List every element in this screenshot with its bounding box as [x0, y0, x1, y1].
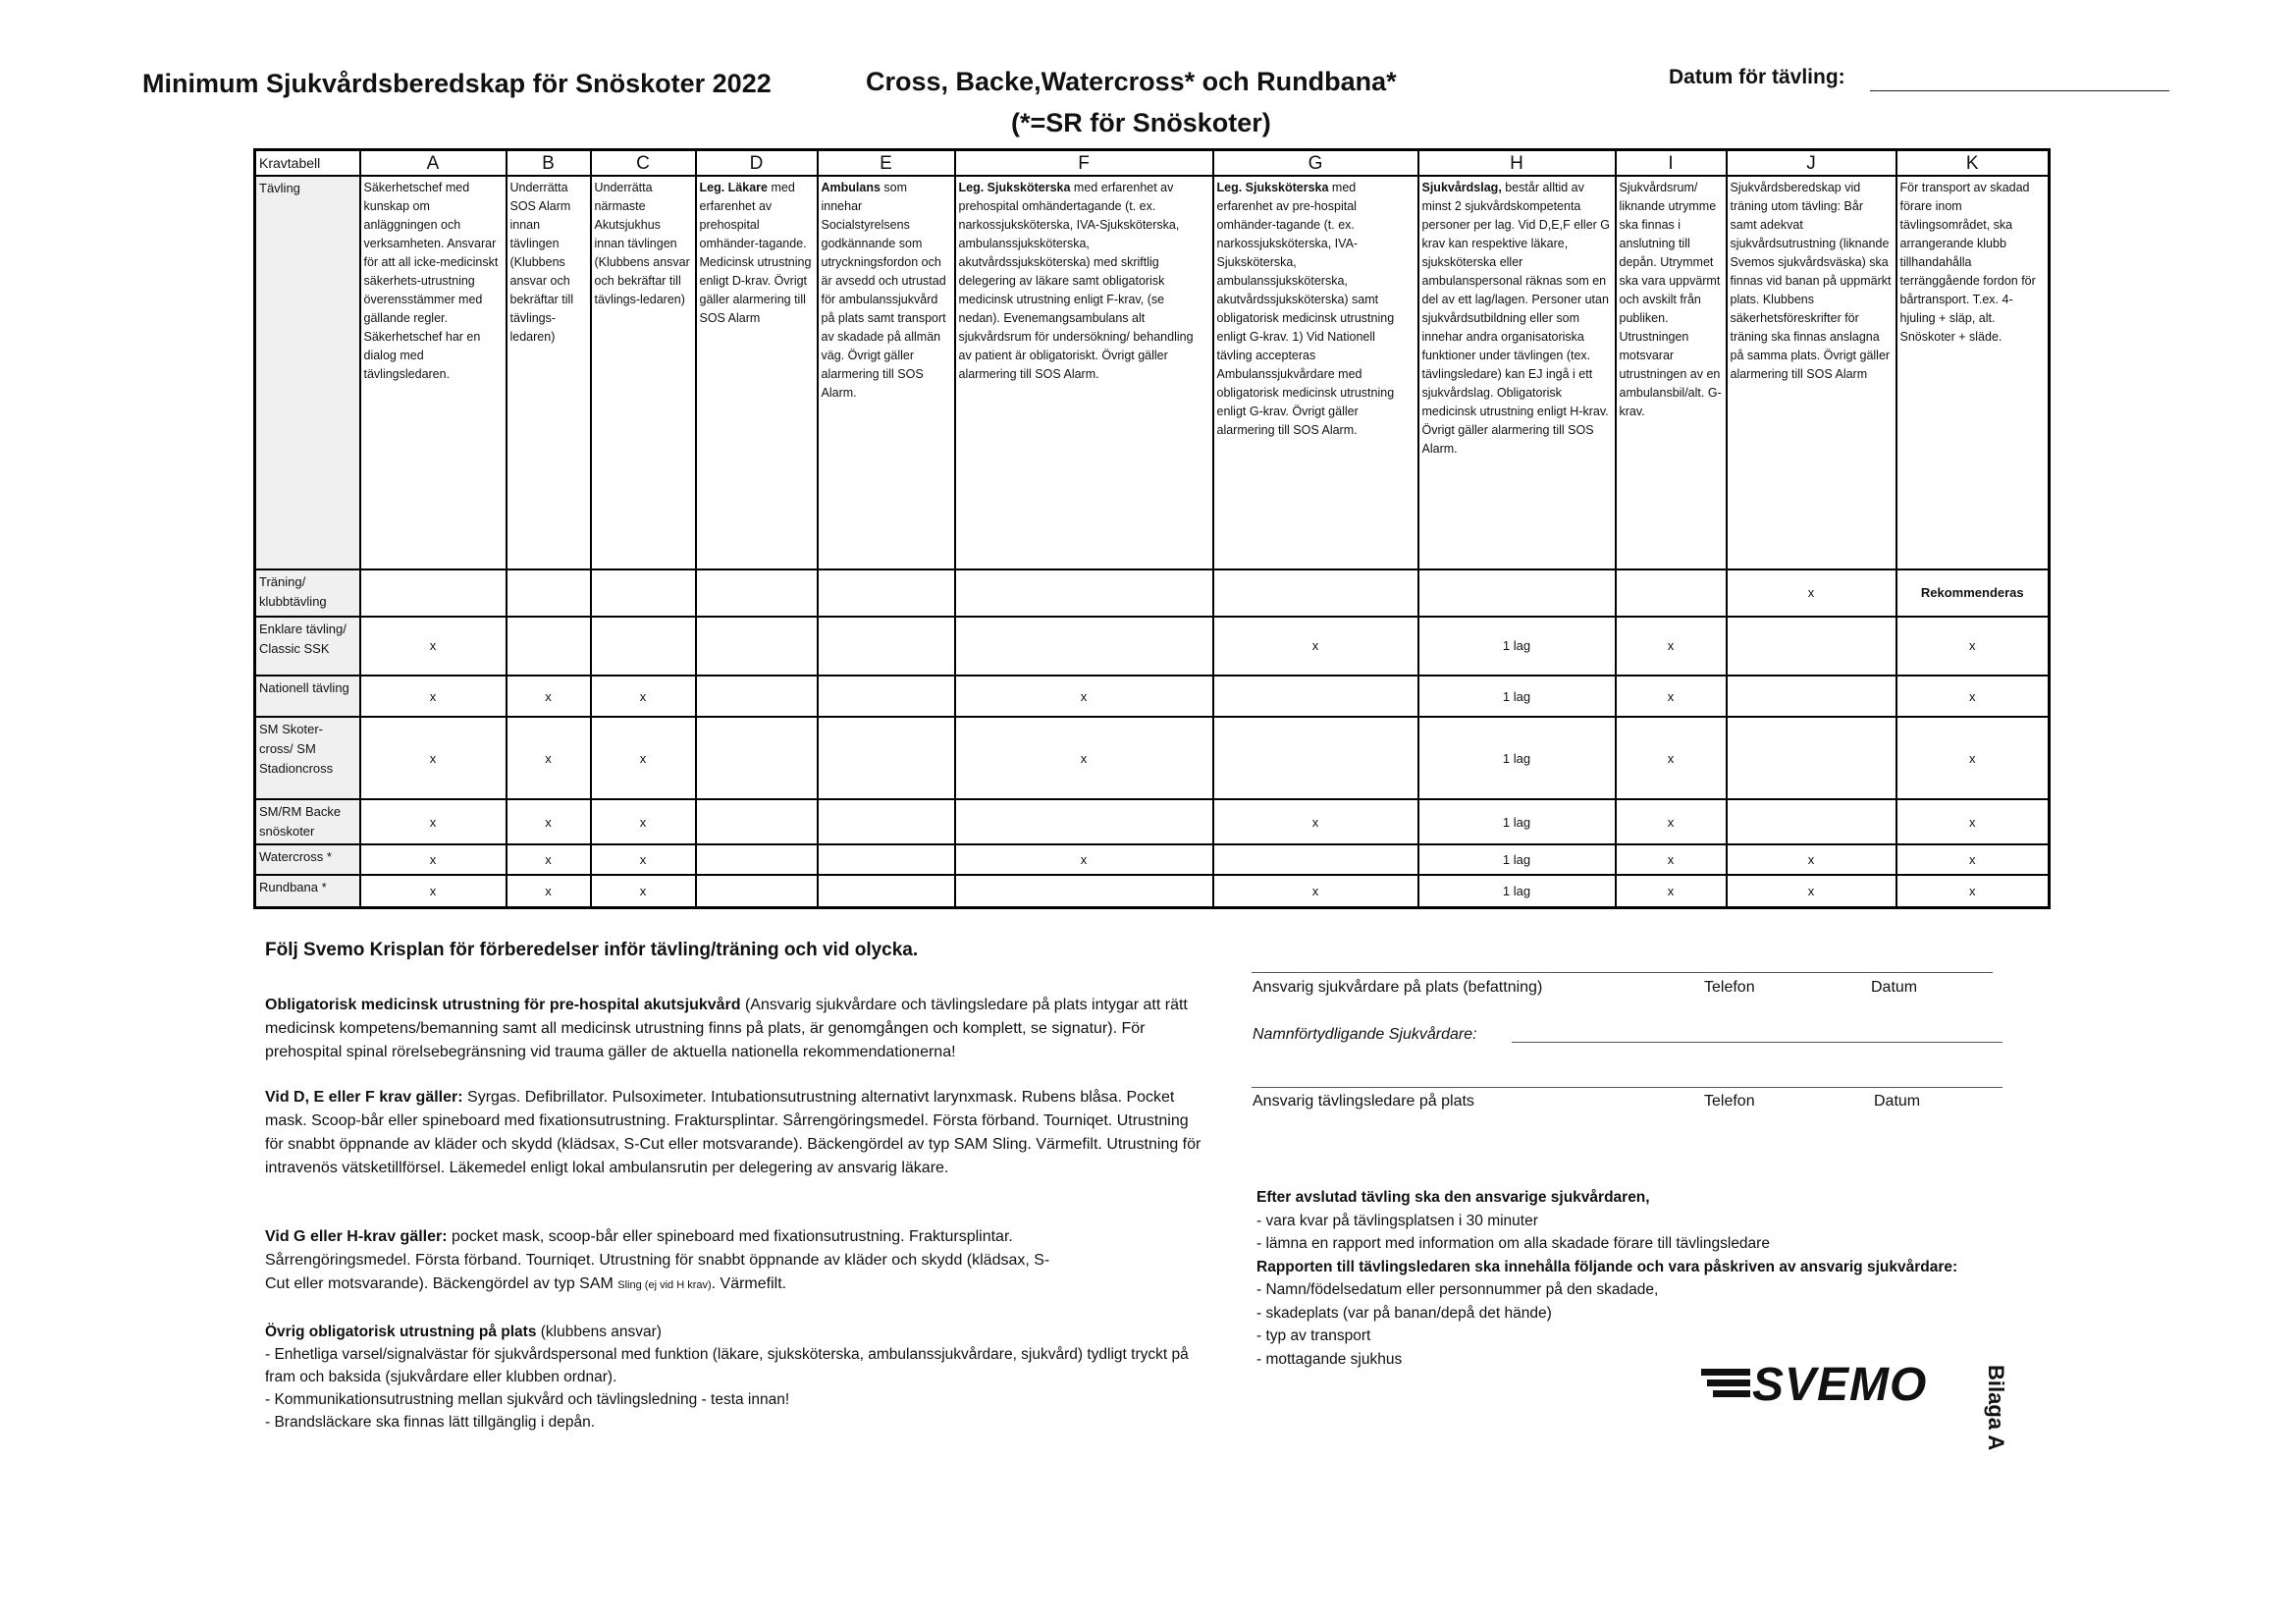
table-cell	[818, 844, 955, 875]
table-row-tavling	[255, 176, 2050, 569]
table-cell: x	[1616, 676, 1727, 717]
cell-tavling-j: Sjukvårdsberedskap vid träning utom tävling: Bår samt adekvat sjukvårdsutrustning (liknande Svemos sjukvårdsväska) ska finnas vid banan på uppmärkt plats. Klubbens säkerhetsföreskrifter för träning ska finnas anslagna på samma plats. Övrigt gäller alarmering till SOS Alarm	[1727, 176, 1896, 569]
table-cell	[1727, 617, 1896, 676]
cell-tavling-c: Underrätta närmaste Akutsjukhus innan tävlingen (Klubbens ansvar och bekräftar till tävlings-ledaren)	[591, 176, 696, 569]
table-cell: x	[1896, 799, 2050, 844]
paragraph-obligatorisk-text: (Ansvarig sjukvårdare och tävlingsledare på plats intygar att rätt medicinsk kompetens/bemanning samt all medicinsk utrustning finns på plats, är genomgången och komplett, se signatur). För prehospital spinal rörelsebegränsning vid trauma gäller de aktuella nationella rekommendationerna!	[265, 997, 1188, 1060]
cell-h-text: består alltid av minst 2 sjukvårdskompetenta personer per lag. Vid D,E,F eller G krav kan respektive läkare, sjuksköterska eller ambulanspersonal räknas som en del av ett lag/lagen. Personer utan sjukvårdsutbildning eller som innehar andra organisatoriska funktioner under tävlingen (tex. tävlingsledare) kan EJ ingå i ett sjukvårdslag. Obligatorisk medicinsk utrustning enligt H-krav. Övrigt gäller alarmering till SOS Alarm.	[1421, 181, 1611, 456]
table-cell	[955, 875, 1213, 907]
table-cell: x	[955, 844, 1213, 875]
table-cell: x	[1616, 844, 1727, 875]
table-cell: x	[591, 717, 696, 799]
table-cell	[818, 569, 955, 617]
table-cell: x	[1213, 799, 1418, 844]
table-cell	[955, 799, 1213, 844]
table-cell	[696, 676, 818, 717]
table-cell: x	[1213, 875, 1418, 907]
paragraph-obligatorisk	[265, 994, 1207, 1064]
table-cell	[1616, 569, 1727, 617]
list-item: - Namn/födelsedatum eller personnummer på den skadade,	[1256, 1281, 1659, 1298]
cell-d-bold: Leg. Läkare	[699, 181, 768, 194]
column-header: K	[1896, 150, 2050, 177]
cell-f-bold: Leg. Sjuksköterska	[958, 181, 1071, 194]
bilaga-label: Bilaga A	[1984, 1365, 2008, 1451]
paragraph-gh-text: pocket mask, scoop-bår eller spineboard med fixationsutrustning. Fraktursplintar. Sårrengöringsmedel. Första förband. Tourniqet. Utrustning för snabbt öppnande av kläder och skydd (klädsax, S-Cut eller motsvarande). Bäckengördel av typ SAM	[265, 1228, 1050, 1292]
date-line[interactable]	[1870, 90, 2169, 91]
table-corner: Kravtabell	[255, 150, 360, 177]
list-item: - Kommunikationsutrustning mellan sjukvård och tävlingsledning - testa innan!	[265, 1391, 790, 1408]
row-label: SM Skoter-cross/ SM Stadioncross	[255, 717, 360, 799]
table-cell: x	[360, 844, 507, 875]
table-cell: x	[591, 676, 696, 717]
column-header: B	[507, 150, 591, 177]
paragraph-def-heading: Vid D, E eller F krav gäller:	[265, 1089, 463, 1106]
table-cell: x	[360, 875, 507, 907]
table-cell: x	[360, 717, 507, 799]
paragraph-ovrig	[265, 1321, 1207, 1434]
cell-tavling-a: Säkerhetschef med kunskap om anläggningen och verksamheten. Ansvarar för att all icke-medicinskt säkerhets-utrustning överensstämmer med gällande regler. Säkerhetschef har en dialog med tävlingsledaren.	[360, 176, 507, 569]
paragraph-def-text: Syrgas. Defibrillator. Pulsoximeter. Intubationsutrustning alternativt larynxmask. Rubens blåsa. Pocket mask. Scoop-bår eller spineboard med fixationsutrustning. Fraktursplintar. Sårrengöringsmedel. Första förband. Tourniqet. Utrustning för snabbt öppnande av kläder och skydd (klädsax, S-Cut eller motsvarande). Bäckengördel av typ SAM Sling. Värmefilt. Utrustning för intravenös vätsketillförsel. Läkemedel enligt lokal ambulansrutin per delegering av ansvarig läkare.	[265, 1089, 1201, 1176]
telefon-label: Telefon	[1704, 979, 1755, 996]
table-cell	[955, 569, 1213, 617]
table-cell: 1 lag	[1418, 617, 1616, 676]
column-header: A	[360, 150, 507, 177]
table-cell: x	[1896, 617, 2050, 676]
row-label: Träning/ klubbtävling	[255, 569, 360, 617]
table-cell	[955, 617, 1213, 676]
cell-tavling-e	[818, 176, 955, 569]
table-cell	[360, 569, 507, 617]
table-cell: x	[507, 717, 591, 799]
table-cell: x	[1727, 875, 1896, 907]
table-cell	[696, 875, 818, 907]
datum-label: Datum	[1871, 979, 1918, 996]
table-cell: x	[507, 875, 591, 907]
row-label: Rundbana *	[255, 875, 360, 907]
list-item: - Brandsläckare ska finnas lätt tillgänglig i depån.	[265, 1414, 596, 1431]
table-cell	[696, 717, 818, 799]
cell-d-text: med erfarenhet av prehospital omhänder-tagande. Medicinsk utrustning enligt D-krav. Övrigt gäller alarmering till SOS Alarm	[699, 181, 812, 325]
date-label: Datum för tävling:	[1669, 66, 1845, 88]
list-item: - Enhetliga varsel/signalvästar för sjukvårdspersonal med funktion (läkare, sjuksköterska, ambulanssjukvårdare, sjukvård) tydligt tryckt på fram och baksida (sjukvårdare eller klubben ordnar).	[265, 1346, 1189, 1385]
table-cell: x	[955, 676, 1213, 717]
column-header: H	[1418, 150, 1616, 177]
table-cell	[507, 569, 591, 617]
row-label: Tävling	[255, 176, 360, 569]
table-cell	[696, 617, 818, 676]
table-cell: x	[1616, 617, 1727, 676]
table-cell: x	[1213, 617, 1418, 676]
column-header: G	[1213, 150, 1418, 177]
list-item: - mottagande sjukhus	[1256, 1350, 1403, 1368]
cell-tavling-f	[955, 176, 1213, 569]
table-cell: x	[1727, 569, 1896, 617]
svemo-logo-text: SVEMO	[1752, 1359, 1928, 1408]
table-cell	[818, 617, 955, 676]
row-label: Watercross *	[255, 844, 360, 875]
svemo-logo	[1701, 1357, 1964, 1408]
table-cell: Rekommenderas	[1896, 569, 2050, 617]
requirements-table	[253, 148, 2051, 909]
table-cell	[696, 799, 818, 844]
table-cell: x	[955, 717, 1213, 799]
cell-tavling-i: Sjukvårdsrum/ liknande utrymme ska finnas i anslutning till depån. Utrymmet ska vara uppvärmt och avskilt från publiken. Utrustningen motsvarar utrustningen av en ambulansbil/alt. G-krav.	[1616, 176, 1727, 569]
cell-tavling-d	[696, 176, 818, 569]
table-cell: x	[360, 799, 507, 844]
datum-label-2: Datum	[1874, 1093, 1921, 1110]
cell-g-bold: Leg. Sjuksköterska	[1216, 181, 1329, 194]
row-label: Enklare tävling/ Classic SSK	[255, 617, 360, 676]
paragraph-gh-small: Sling (ej vid H krav)	[617, 1279, 712, 1291]
table-cell: x	[507, 844, 591, 875]
telefon-label-2: Telefon	[1704, 1093, 1755, 1110]
table-cell	[591, 617, 696, 676]
after-race-block	[1256, 1186, 2061, 1371]
table-cell: 1 lag	[1418, 799, 1616, 844]
row-label: SM/RM Backe snöskoter	[255, 799, 360, 844]
krisplan-heading: Följ Svemo Krisplan för förberedelser inför tävling/träning och vid olycka.	[265, 940, 919, 960]
name-clarification-label: Namnförtydligande Sjukvårdare:	[1253, 1026, 1477, 1043]
document-subtitle-note: (*=SR för Snöskoter)	[1011, 108, 1271, 137]
table-cell	[696, 569, 818, 617]
cell-tavling-g	[1213, 176, 1418, 569]
table-cell: x	[1896, 676, 2050, 717]
table-cell	[818, 676, 955, 717]
signature-line-sjukvardare[interactable]	[1252, 972, 1993, 973]
table-cell: 1 lag	[1418, 844, 1616, 875]
table-row	[255, 875, 2050, 907]
table-cell	[1213, 569, 1418, 617]
paragraph-gh-krav	[265, 1225, 1070, 1297]
table-cell: x	[507, 799, 591, 844]
cell-g-text: med erfarenhet av pre-hospital omhänder-tagande (t. ex. narkossjuksköterska, IVA-Sjuksköterska, ambulanssjuksköterska, akutvårdssjuksköterska) samt obligatorisk medicinsk utrustning enligt G-krav. 1) Vid Nationell tävling accepteras Ambulanssjukvårdare med obligatorisk medicinsk utrustning enligt G-krav. Övrigt gäller alarmering till SOS Alarm.	[1216, 181, 1395, 437]
paragraph-ovrig-note: (klubbens ansvar)	[536, 1324, 662, 1340]
column-header: F	[955, 150, 1213, 177]
document-subtitle: Cross, Backe,Watercross* och Rundbana*	[866, 67, 1397, 96]
table-cell	[818, 717, 955, 799]
signature-label-sjukvardare: Ansvarig sjukvårdare på plats (befattning)	[1253, 979, 1543, 996]
table-cell: x	[360, 617, 507, 676]
table-cell: x	[1896, 717, 2050, 799]
table-cell	[1727, 676, 1896, 717]
table-cell: x	[591, 875, 696, 907]
list-item: - vara kvar på tävlingsplatsen i 30 minuter	[1256, 1212, 1538, 1229]
signature-label-tavlingsledare: Ansvarig tävlingsledare på plats	[1253, 1093, 1474, 1110]
cell-f-text: med erfarenhet av prehospital omhändertagande (t. ex. narkossjuksköterska, IVA-Sjuksköterska, ambulanssjuksköterska, akutvårdssjuksköterska) med skriftlig delegering av läkare samt obligatorisk medicinsk utrustning enligt F-krav, (se nedan). Evenemangsambulans alt sjukvårdsrum för undersökning/ behandling av patient är obligatoriskt. Övrigt gäller alarmering till SOS Alarm.	[958, 181, 1194, 381]
table-row	[255, 717, 2050, 799]
column-header: J	[1727, 150, 1896, 177]
signature-line-tavlingsledare[interactable]	[1252, 1087, 2002, 1088]
table-cell: x	[1727, 844, 1896, 875]
table-cell: x	[360, 676, 507, 717]
table-cell: x	[1896, 844, 2050, 875]
table-row	[255, 676, 2050, 717]
table-cell: x	[1616, 799, 1727, 844]
table-row	[255, 569, 2050, 617]
table-row	[255, 617, 2050, 676]
list-item: - skadeplats (var på banan/depå det hände)	[1256, 1304, 1552, 1322]
paragraph-gh-end: . Värmefilt.	[711, 1275, 787, 1292]
table-cell	[591, 569, 696, 617]
table-cell: x	[507, 676, 591, 717]
table-cell	[1727, 717, 1896, 799]
table-cell: 1 lag	[1418, 875, 1616, 907]
cell-tavling-b: Underrätta SOS Alarm innan tävlingen (Klubbens ansvar och bekräftar till tävlings-ledaren)	[507, 176, 591, 569]
paragraph-def-krav	[265, 1086, 1207, 1180]
table-cell	[1727, 799, 1896, 844]
table-cell	[507, 617, 591, 676]
list-item: - typ av transport	[1256, 1327, 1371, 1344]
name-clarification-line[interactable]	[1512, 1042, 2002, 1043]
table-cell	[1213, 717, 1418, 799]
paragraph-ovrig-head	[265, 1321, 1207, 1343]
table-row	[255, 799, 2050, 844]
paragraph-obligatorisk-heading: Obligatorisk medicinsk utrustning för pre-hospital akutsjukvård	[265, 997, 741, 1013]
document-title: Minimum Sjukvårdsberedskap för Snöskoter 2022	[142, 69, 772, 98]
cell-e-text: som innehar Socialstyrelsens godkännande som utryckningsfordon och är avsedd och utrustad för ambulanssjukvård på plats samt transport av skadade på allmän väg. Övrigt gäller alarmering till SOS Alarm.	[821, 181, 946, 400]
cell-e-bold: Ambulans	[821, 181, 881, 194]
table-cell: x	[591, 844, 696, 875]
table-cell: 1 lag	[1418, 717, 1616, 799]
row-label: Nationell tävling	[255, 676, 360, 717]
table-cell	[1213, 844, 1418, 875]
table-cell: x	[1616, 875, 1727, 907]
paragraph-ovrig-heading: Övrig obligatorisk utrustning på plats	[265, 1324, 537, 1340]
after-race-heading: Efter avslutad tävling ska den ansvarige sjukvårdaren,	[1256, 1189, 1650, 1206]
table-cell	[818, 799, 955, 844]
cell-tavling-k: För transport av skadad förare inom tävlingsområdet, ska arrangerande klubb tillhandahålla terränggående fordon för bårtransport. T.ex. 4-hjuling + släp, alt. Snöskoter + släde.	[1896, 176, 2050, 569]
cell-h-bold: Sjukvårdslag,	[1421, 181, 1502, 194]
table-cell	[818, 875, 955, 907]
table-cell: 1 lag	[1418, 676, 1616, 717]
column-header: D	[696, 150, 818, 177]
report-heading: Rapporten till tävlingsledaren ska innehålla följande och vara påskriven av ansvarig sjukvårdare:	[1256, 1258, 1958, 1275]
table-row	[255, 844, 2050, 875]
table-header-row	[255, 150, 2050, 177]
cell-tavling-h	[1418, 176, 1616, 569]
column-header: C	[591, 150, 696, 177]
paragraph-gh-heading: Vid G eller H-krav gäller:	[265, 1228, 448, 1245]
list-item: - lämna en rapport med information om alla skadade förare till tävlingsledare	[1256, 1235, 1770, 1252]
table-cell	[696, 844, 818, 875]
column-header: E	[818, 150, 955, 177]
table-cell: x	[1896, 875, 2050, 907]
table-cell	[1213, 676, 1418, 717]
table-cell	[1418, 569, 1616, 617]
svemo-logo-icon	[1701, 1357, 1964, 1408]
table-cell: x	[591, 799, 696, 844]
column-header: I	[1616, 150, 1727, 177]
table-cell: x	[1616, 717, 1727, 799]
